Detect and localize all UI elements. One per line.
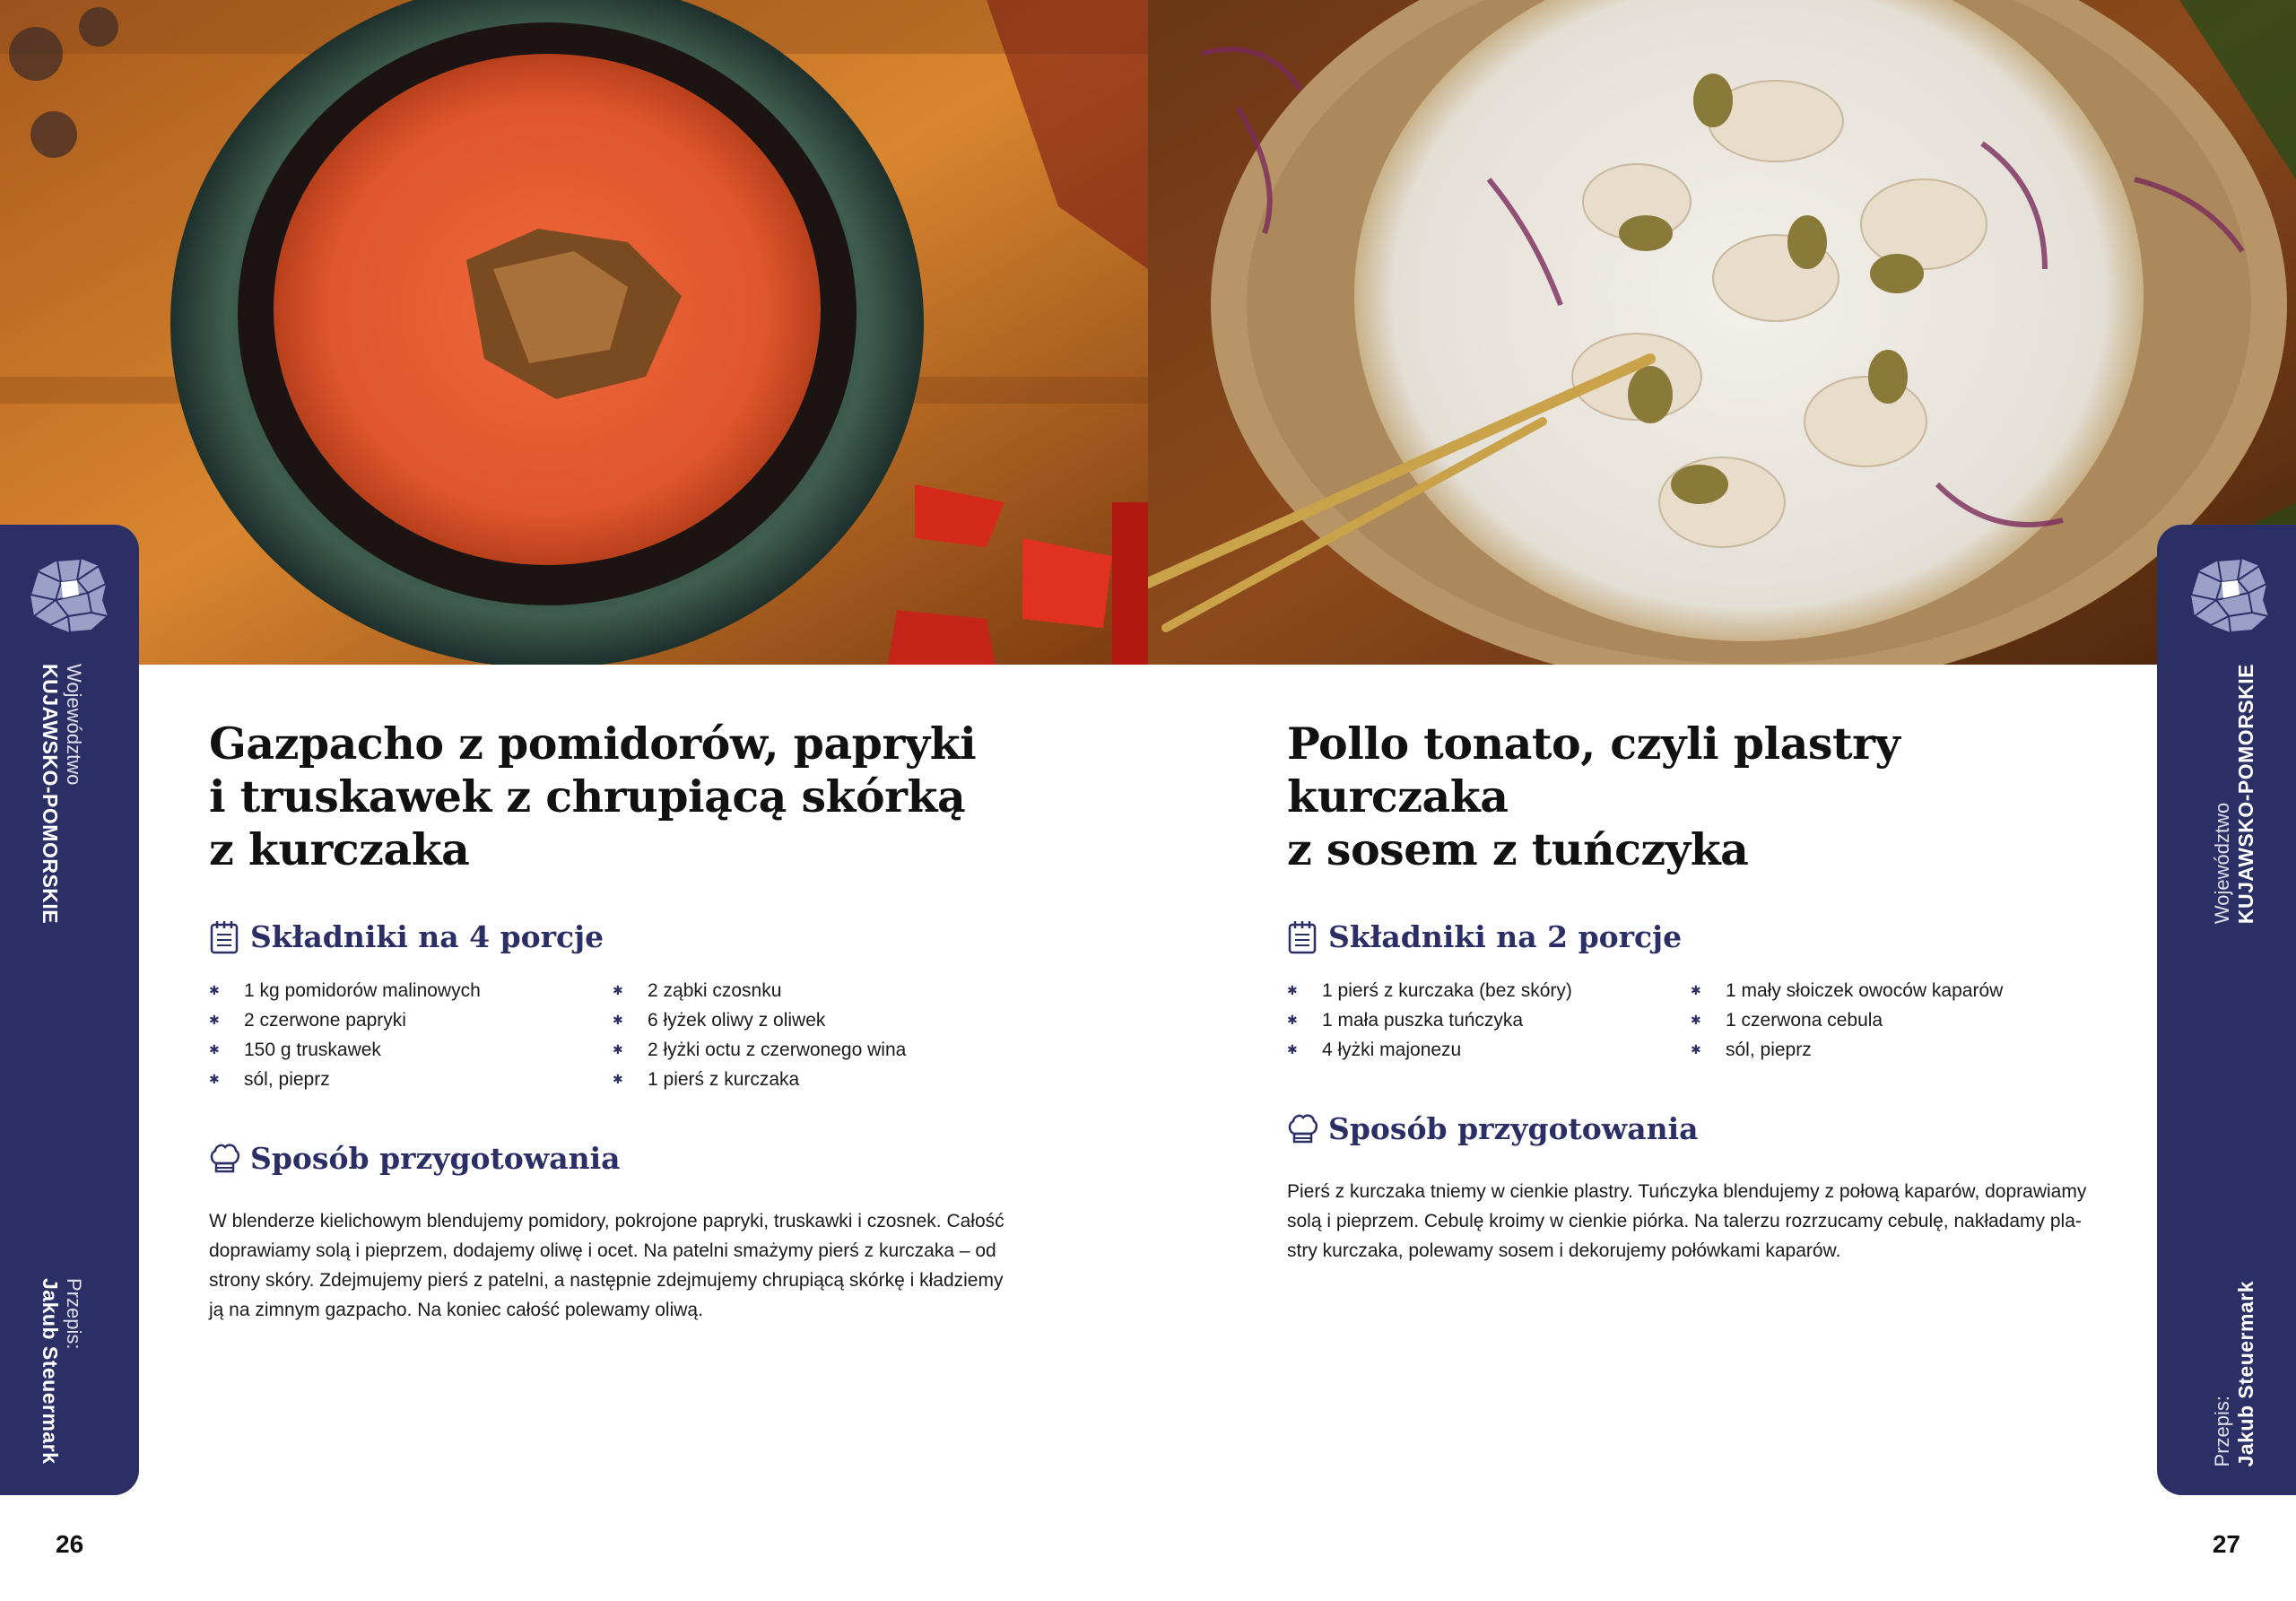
method-text xyxy=(209,1206,1016,1325)
ingredients-column-2 xyxy=(1691,976,2094,1065)
poland-map-icon xyxy=(2186,553,2272,636)
page-number: 26 xyxy=(56,1530,84,1558)
pollo-tonato-photo xyxy=(1148,0,2296,665)
ingredient-item: ✱ 1 czerwona cebula xyxy=(1691,1005,2094,1035)
title-line: Pollo tonato, czyli plastry kurczaka xyxy=(1287,718,1900,822)
ingredients-list xyxy=(209,976,1016,1094)
region-name: KUJAWSKO-POMORSKIE xyxy=(39,664,62,925)
ingredients-heading xyxy=(1287,919,2094,954)
ingredients-heading xyxy=(209,919,1016,954)
author-label: Przepis: xyxy=(63,1278,85,1350)
title-line: Gazpacho z pomidorów, papryki xyxy=(209,718,977,770)
method-line: ją na zimnym gazpacho. Na koniec całość polewamy oliwą. xyxy=(209,1300,703,1320)
method-line: solą i pieprzem. Cebulę kroimy w cienkie piórka. Na talerzu rozrzucamy cebulę, nakładamy pla- xyxy=(1287,1211,2082,1231)
author-name: Jakub Steuermark xyxy=(39,1278,62,1465)
ingredients-column-2 xyxy=(613,976,1016,1094)
poland-map-icon xyxy=(25,553,111,636)
author-block xyxy=(2211,1281,2258,1466)
region-name: KUJAWSKO-POMORSKIE xyxy=(2234,664,2257,925)
ingredient-item: ✱ 2 łyżki octu z czerwonego wina xyxy=(613,1035,1016,1065)
chef-hat-icon xyxy=(209,1142,239,1176)
gazpacho-recipe xyxy=(209,718,1016,1325)
method-heading-text: Sposób przygotowania xyxy=(1328,1111,1699,1146)
author-name: Jakub Steuermark xyxy=(2234,1281,2257,1467)
method-line: strony skóry. Zdejmujemy pierś z patelni, a następnie zdejmujemy chrupiącą skórkę i kładziemy xyxy=(209,1270,1004,1291)
author-label: Przepis: xyxy=(2211,1395,2233,1467)
region-side-tab xyxy=(0,525,139,1495)
ingredient-item: ✱ 1 pierś z kurczaka (bez skóry) xyxy=(1287,976,1691,1005)
method-heading xyxy=(209,1141,1016,1176)
ingredient-item: ✱ 2 czerwone papryki xyxy=(209,1005,613,1035)
right-page xyxy=(1148,0,2296,1601)
gazpacho-photo xyxy=(0,0,1148,665)
ingredient-item: ✱ 1 pierś z kurczaka xyxy=(613,1065,1016,1094)
ingredient-item: ✱ 1 mała puszka tuńczyka xyxy=(1287,1005,1691,1035)
ingredient-item: ✱ 1 kg pomidorów malinowych xyxy=(209,976,613,1005)
ingredients-heading-text: Składniki na 4 porcje xyxy=(250,919,604,954)
page-number: 27 xyxy=(2212,1530,2240,1558)
chef-hat-icon xyxy=(1287,1112,1318,1146)
method-line: stry kurczaka, polewamy sosem i dekorujemy połówkami kaparów. xyxy=(1287,1240,1841,1261)
recipe-title xyxy=(1287,718,2094,876)
region-label-block xyxy=(2211,664,2258,924)
ingredients-column-1 xyxy=(1287,976,1691,1065)
method-line: doprawiamy solą i pieprzem, dodajemy oliwę i ocet. Na patelni smażymy pierś z kurczaka – od xyxy=(209,1240,996,1261)
ingredient-item: ✱ 4 łyżki majonezu xyxy=(1287,1035,1691,1065)
title-line: i truskawek z chrupiącą skórką xyxy=(209,770,966,822)
notepad-icon xyxy=(1287,920,1318,954)
region-label-block xyxy=(38,664,85,924)
region-label: Województwo xyxy=(2211,802,2233,925)
method-heading-text: Sposób przygotowania xyxy=(250,1141,621,1176)
method-line: W blenderze kielichowym blendujemy pomidory, pokrojone papryki, truskawki i czosnek. Całość xyxy=(209,1211,1004,1231)
ingredient-item: ✱ 6 łyżek oliwy z oliwek xyxy=(613,1005,1016,1035)
region-label: Województwo xyxy=(63,664,85,786)
ingredient-item: ✱ 150 g truskawek xyxy=(209,1035,613,1065)
ingredient-item: ✱ 2 ząbki czosnku xyxy=(613,976,1016,1005)
title-line: z kurczaka xyxy=(209,823,470,875)
title-line: z sosem z tuńczyka xyxy=(1287,823,1749,875)
ingredient-item: ✱ sól, pieprz xyxy=(209,1065,613,1094)
ingredients-column-1 xyxy=(209,976,613,1094)
method-text xyxy=(1287,1177,2094,1266)
pollo-tonato-recipe xyxy=(1287,718,2094,1266)
ingredient-item: ✱ 1 mały słoiczek owoców kaparów xyxy=(1691,976,2094,1005)
method-heading xyxy=(1287,1111,2094,1146)
notepad-icon xyxy=(209,920,239,954)
method-line: Pierś z kurczaka tniemy w cienkie plastry. Tuńczyka blendujemy z połową kaparów, doprawiamy xyxy=(1287,1181,2087,1202)
region-side-tab xyxy=(2157,525,2296,1495)
ingredients-heading-text: Składniki na 2 porcje xyxy=(1328,919,1683,954)
recipe-title xyxy=(209,718,1016,876)
ingredients-list xyxy=(1287,976,2094,1065)
ingredient-item: ✱ sól, pieprz xyxy=(1691,1035,2094,1065)
author-block xyxy=(38,1278,85,1464)
